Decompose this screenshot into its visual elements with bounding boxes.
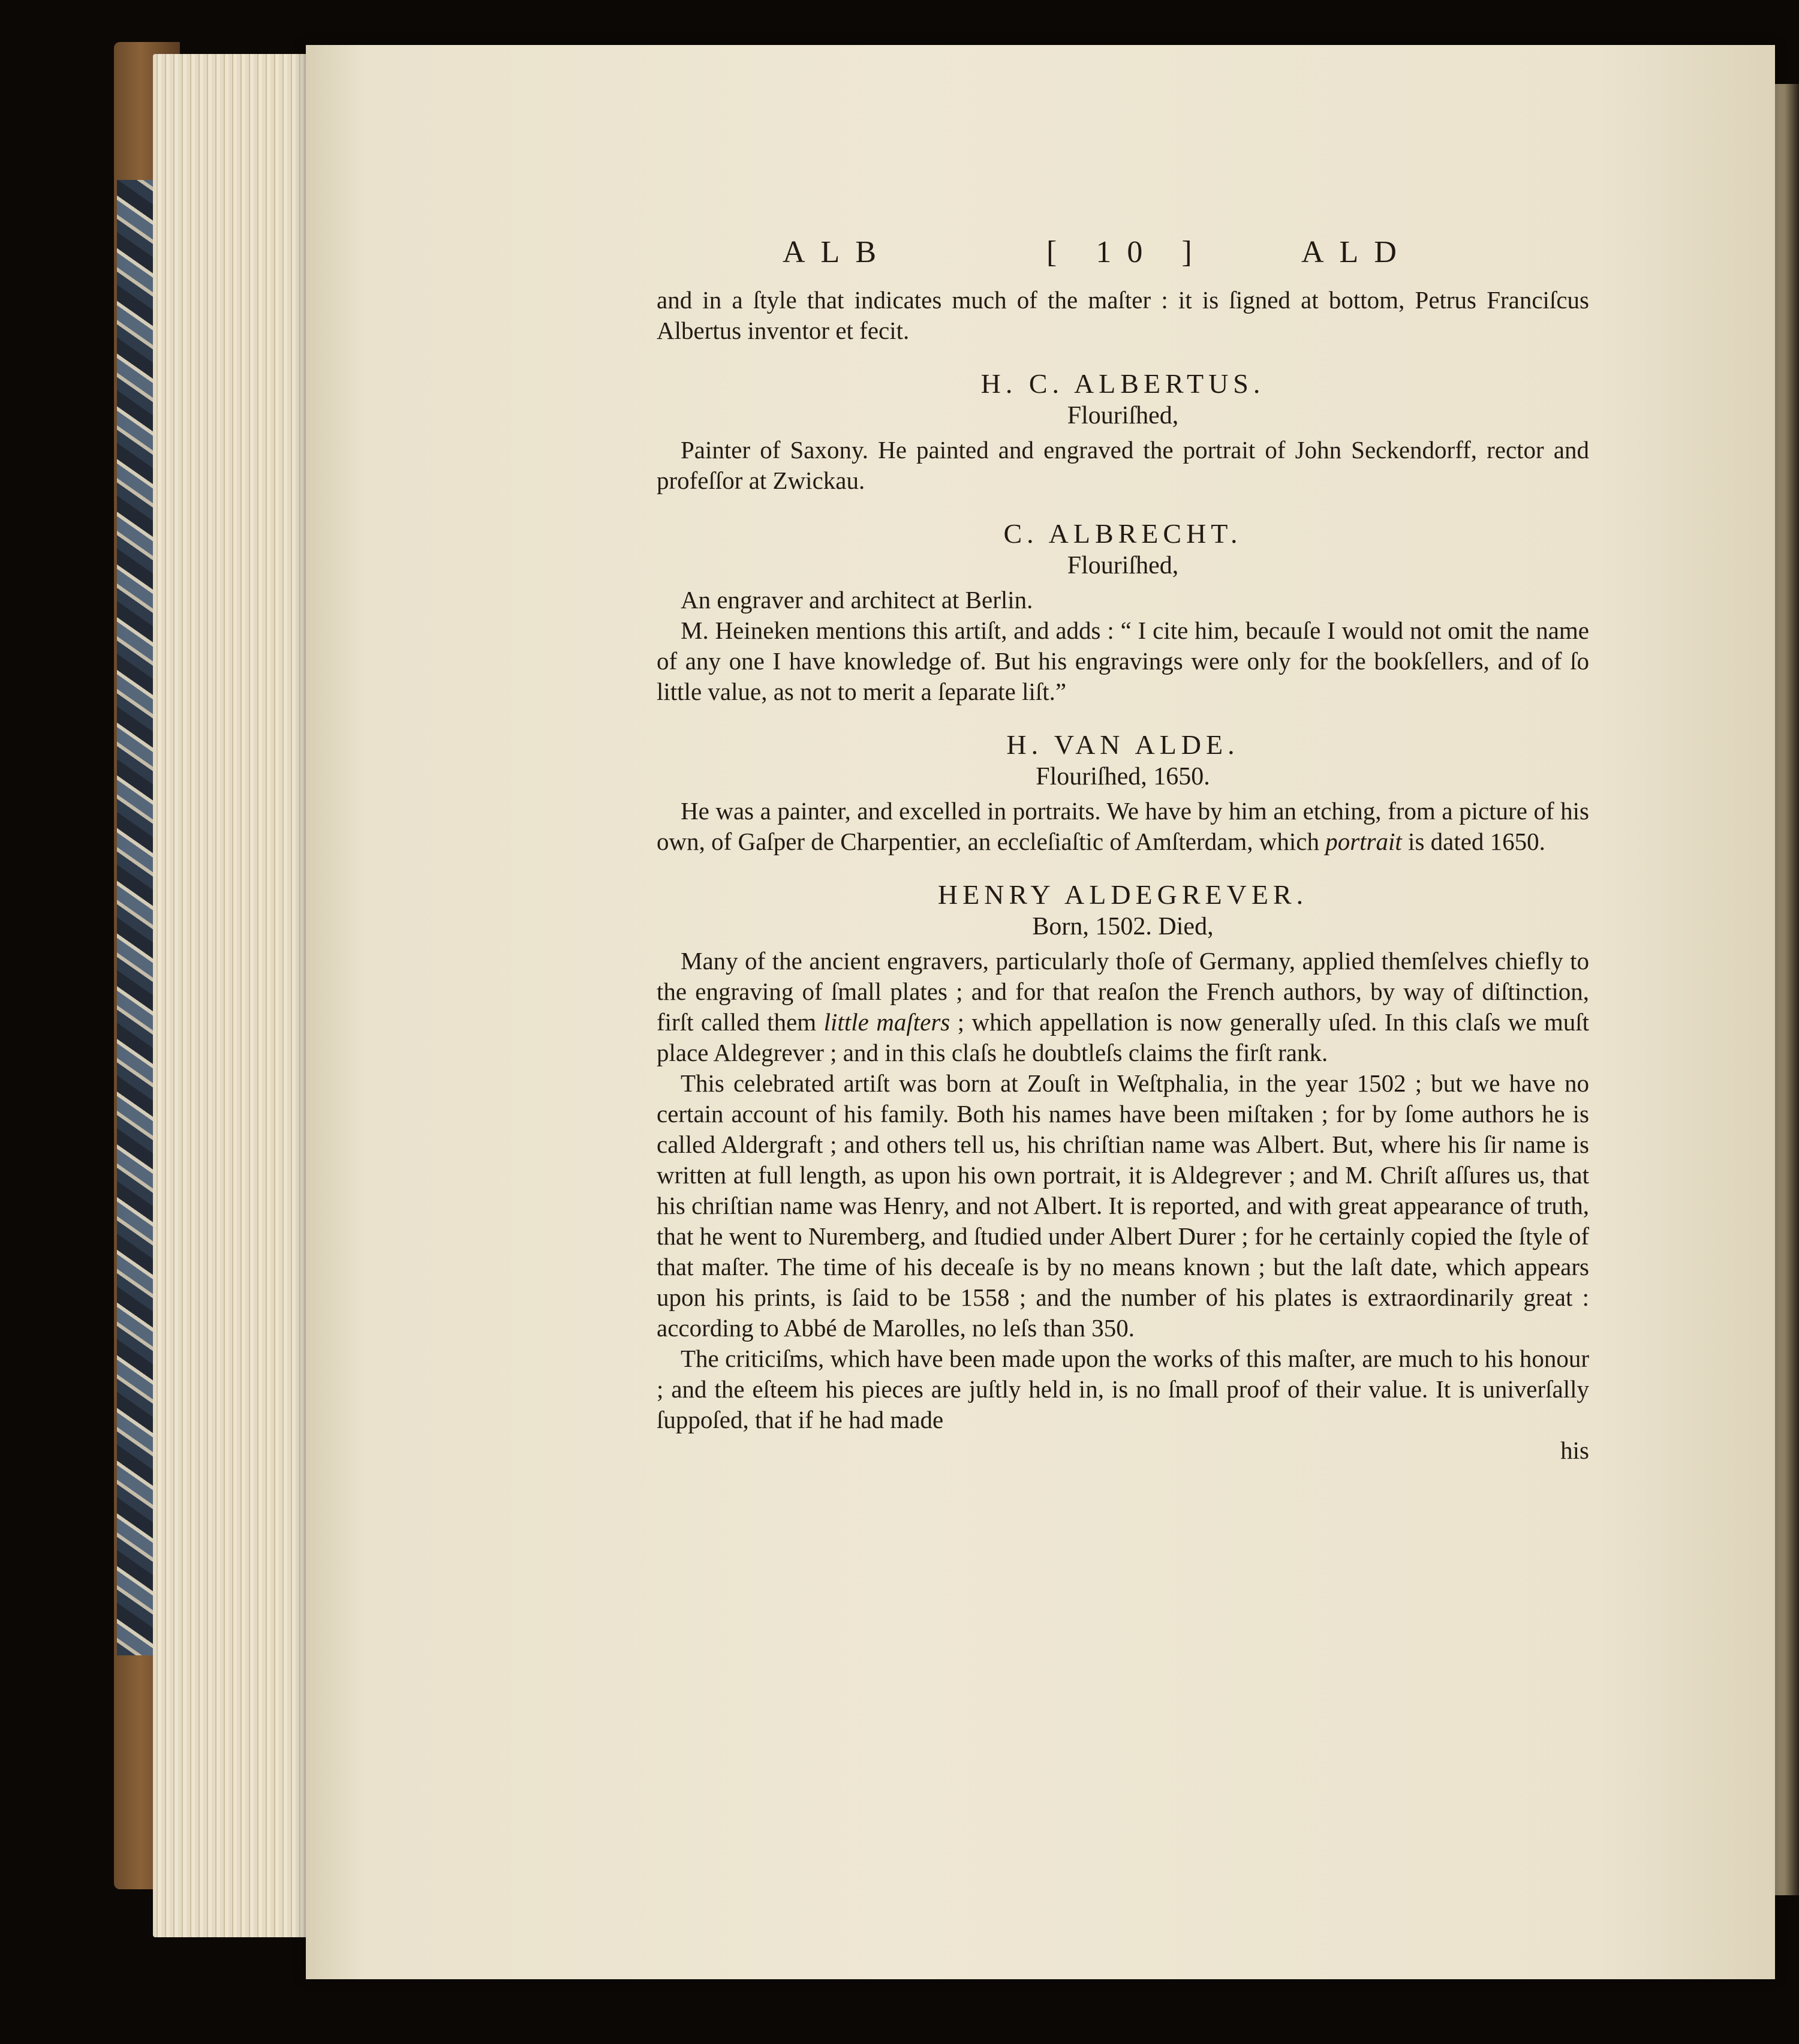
text-run: ; which appellation is now generally uſed. In this claſs we muſt place Aldegrever ; and in this claſs he doubtleſs claims the firſt rank. xyxy=(657,1008,1589,1066)
italic-text: little maſters xyxy=(823,1008,950,1036)
intro-paragraph: and in a ſtyle that indicates much of the maſter : it is ſigned at bottom, Petrus Franciſcus Albertus inventor et fecit. xyxy=(657,286,1589,344)
page-text-block xyxy=(657,237,1589,1466)
running-head-right: ALD xyxy=(1301,235,1412,269)
italic-text: portrait xyxy=(1325,828,1402,855)
entry-date-van-alde: Flouriſhed, 1650. xyxy=(1036,763,1210,790)
entry-date-aldegrever: Born, 1502. Died, xyxy=(1032,913,1214,940)
catchword: his xyxy=(1560,1436,1589,1464)
text-run: He was a painter, and excelled in portraits. We have by him an etching, from a picture of his own, of Gaſper de Charpentier, an eccleſiaſtic of Amſterdam, which xyxy=(657,797,1589,855)
entry-heading-albertus: H. C. ALBERTUS. xyxy=(980,368,1265,399)
text-run: is dated 1650. xyxy=(1401,828,1545,855)
entry-paragraph: This celebrated artiſt was born at Zouſt in Weſtphalia, in the year 1502 ; but we have no certain account of his family. Both his names have been miſtaken ; for by ſome authors he is called Aldergraft ; and others tell us, his chriſtian name was Albert. But, where his ſir name is written at full length, as upon his own portrait, it is Aldegrever ; and M. Chriſt aſſures us, that his chriſtian name was Henry, and not Albert. It is reported, and with great appearance of truth, that he went to Nuremberg, and ſtudied under Albert Durer ; for he certainly copied the ſtyle of that maſter. The time of his deceaſe is by no means known ; but the laſt date, which appears upon his prints, is ſaid to be 1558 ; and the number of his plates is extraordinarily great : according to Abbé de Marolles, no leſs than 350. xyxy=(657,1069,1589,1342)
entry-paragraph: M. Heineken mentions this artiſt, and adds : “ I cite him, becauſe I would not omit the name of any one I have knowledge of. But his engravings were only for the bookſellers, and of ſo little value, as not to merit a ſeparate liſt.” xyxy=(657,617,1589,705)
running-head-left: ALB xyxy=(783,235,892,269)
entry-heading-aldegrever: HENRY ALDEGREVER. xyxy=(937,879,1308,910)
entry-paragraph xyxy=(657,946,1589,1068)
entry-paragraph xyxy=(657,796,1589,857)
entry-paragraph: The criticiſms, which have been made upon the works of this maſter, are much to his honour ; and the eſteem his pieces are juſtly held in, is no ſmall proof of their value. It is univerſally ſuppoſed, that if he had made xyxy=(657,1345,1589,1433)
entry-heading-van-alde: H. VAN ALDE. xyxy=(1006,729,1240,760)
entry-heading-albrecht: C. ALBRECHT. xyxy=(1003,518,1243,549)
entry-paragraph: An engraver and architect at Berlin. xyxy=(681,586,1033,614)
entry-date-albertus: Flouriſhed, xyxy=(1067,402,1179,429)
page-number: [ 10 ] xyxy=(1046,235,1208,269)
text-run: Many of the ancient engravers, particularly thoſe of Germany, applied themſelves chiefly to the engraving of ſmall plates ; and for that reaſon the French authors, by way of diſtinction, firſt called them xyxy=(657,947,1589,1036)
running-head xyxy=(657,237,1589,285)
entry-paragraph: Painter of Saxony. He painted and engraved the portrait of John Seckendorff, rector and profeſſor at Zwickau. xyxy=(657,436,1589,494)
entry-date-albrecht: Flouriſhed, xyxy=(1067,552,1179,579)
